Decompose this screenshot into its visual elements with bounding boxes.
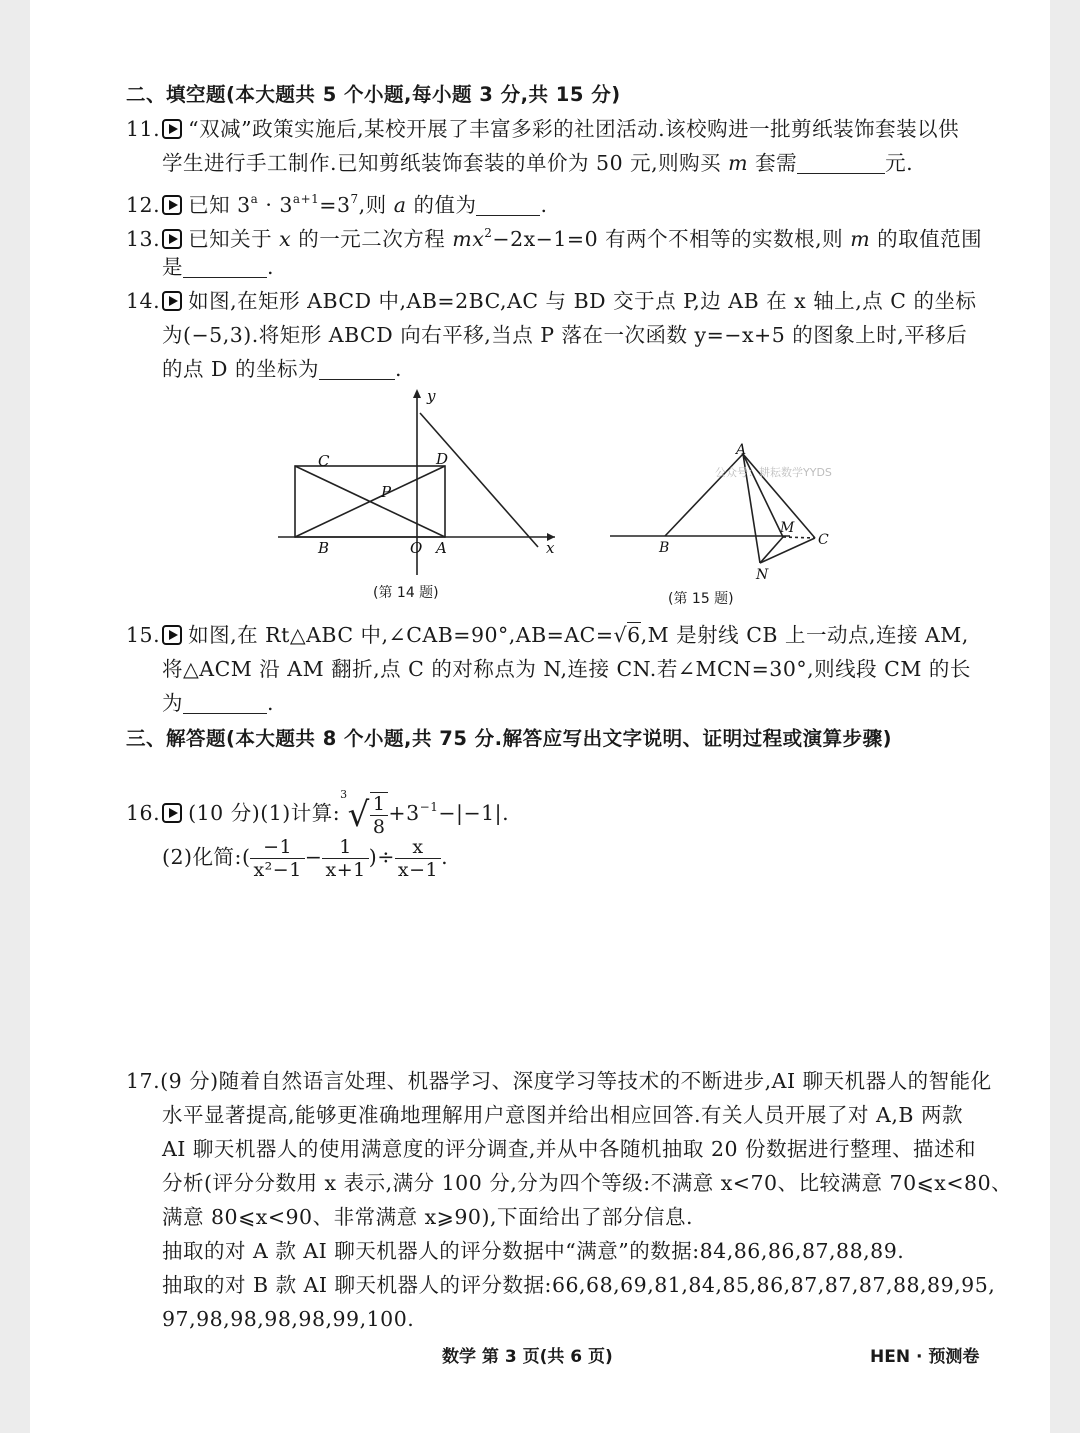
play-video-icon[interactable] xyxy=(162,195,182,215)
label-b: B xyxy=(659,540,670,556)
exponent: a+1 xyxy=(292,192,320,206)
segment-nc xyxy=(760,538,815,563)
answer-blank xyxy=(319,357,395,380)
question-15-line-2: 将△ACM 沿 AM 翻折,点 C 的对称点为 N,连接 CN.若∠MCN=30°,则线段 CM 的长 xyxy=(162,657,971,681)
label-x: x xyxy=(546,539,555,557)
question-text: . xyxy=(540,193,548,217)
operator: )÷ xyxy=(368,845,395,869)
page-footer-right: HEN · 预测卷 xyxy=(870,1347,980,1367)
numerator: −1 xyxy=(250,836,304,859)
math-variable: a xyxy=(393,193,407,217)
question-number: 17. xyxy=(126,1069,161,1093)
fraction-2 xyxy=(322,836,368,881)
label-c: C xyxy=(318,452,330,470)
label-n: N xyxy=(756,567,769,583)
answer-blank xyxy=(183,691,267,714)
exponent: 2 xyxy=(484,226,493,240)
question-text: ,M 是射线 CB 上一动点,连接 AM, xyxy=(640,623,969,647)
question-number: 16. xyxy=(126,801,161,825)
line-y-neg-x-plus-5 xyxy=(420,413,538,547)
numerator: 1 xyxy=(370,793,389,816)
question-15-line-1 xyxy=(126,618,969,652)
label-a: A xyxy=(736,442,747,458)
question-text: 元. xyxy=(885,151,914,175)
question-text: . xyxy=(267,255,275,279)
exponent: 7 xyxy=(350,192,359,206)
question-16-part-1 xyxy=(126,770,509,840)
question-number: 15. xyxy=(126,623,161,647)
label-y: y xyxy=(427,387,436,405)
math-expression: −|−1|. xyxy=(438,801,510,825)
math-variable: x xyxy=(279,227,292,251)
answer-blank xyxy=(797,151,885,174)
question-17-line-1 xyxy=(126,1064,992,1098)
math-expression: . xyxy=(441,845,449,869)
numerator: x xyxy=(395,836,441,859)
operator: − xyxy=(304,845,323,869)
label-d: D xyxy=(436,450,449,468)
question-text: 有两个不相等的实数根,则 xyxy=(598,227,851,251)
sqrt-value: 6 xyxy=(627,623,641,647)
math-expression: −2x−1=0 xyxy=(492,227,599,251)
watermark-text: 公众号：耕耘数学YYDS xyxy=(715,466,832,479)
question-text: (10 分)(1)计算: xyxy=(188,801,341,825)
question-17-line-2: 水平显著提高,能够更准确地理解用户意图并给出相应回答.有关人员开展了对 A,B 两款 xyxy=(162,1103,963,1127)
exam-page xyxy=(30,0,1050,1433)
question-text: 的点 D 的坐标为 xyxy=(162,357,319,381)
label-c: C xyxy=(818,532,829,548)
question-15-line-3 xyxy=(162,686,274,720)
play-video-icon[interactable] xyxy=(162,119,182,139)
question-14-line-1 xyxy=(126,284,977,318)
question-text: (9 分)随着自然语言处理、机器学习、深度学习等技术的不断进步,AI 聊天机器人的智能化 xyxy=(160,1069,992,1093)
question-17-line-3: AI 聊天机器人的使用满意度的评分调查,并从中各随机抽取 20 份数据进行整理、描述和 xyxy=(162,1137,977,1161)
question-14-line-2: 为(−5,3).将矩形 ABCD 向右平移,当点 P 落在一次函数 y=−x+5 的图象上时,平移后 xyxy=(162,323,968,347)
denominator: x+1 xyxy=(325,859,366,881)
play-video-icon[interactable] xyxy=(162,291,182,311)
question-text: (2)化简:( xyxy=(162,845,251,869)
page-footer-center: 数学 第 3 页(共 6 页) xyxy=(442,1347,613,1367)
question-number: 13. xyxy=(126,227,161,251)
question-text: 的取值范围 xyxy=(870,227,983,251)
question-17-line-6: 抽取的对 A 款 AI 聊天机器人的评分数据中“满意”的数据:84,86,86,87,88,89. xyxy=(162,1239,905,1263)
question-13-line-2 xyxy=(162,250,274,284)
label-p: P xyxy=(381,483,392,501)
answer-blank xyxy=(183,255,267,278)
numerator: 1 xyxy=(322,836,368,859)
question-text: 学生进行手工制作.已知剪纸装饰套装的单价为 50 元,则购买 xyxy=(162,151,729,175)
question-text: “双减”政策实施后,某校开展了丰富多彩的社团活动.该校购进一批剪纸装饰套装以供 xyxy=(188,117,960,141)
question-11-line-1 xyxy=(126,112,959,146)
question-text: 已知 3 xyxy=(188,193,251,217)
question-number: 14. xyxy=(126,289,161,313)
question-17-line-5: 满意 80⩽x<90、非常满意 x⩾90),下面给出了部分信息. xyxy=(162,1205,693,1229)
question-17-line-8: 97,98,98,98,98,99,100. xyxy=(162,1307,415,1331)
section-2-title: 二、填空题(本大题共 5 个小题,每小题 3 分,共 15 分) xyxy=(126,83,621,106)
question-text: 已知关于 xyxy=(188,227,280,251)
radical-sign: √ xyxy=(347,795,370,835)
figure-15-diagram xyxy=(605,440,845,585)
root-index: 3 xyxy=(340,788,348,801)
question-text: =3 xyxy=(319,193,351,217)
segment-mc xyxy=(783,537,815,538)
label-m: M xyxy=(780,520,795,536)
question-text: · 3 xyxy=(258,193,293,217)
question-number: 11. xyxy=(126,117,161,141)
label-b: B xyxy=(318,539,330,557)
question-14-line-3 xyxy=(162,352,402,386)
figure-14-diagram xyxy=(260,385,570,585)
question-text: 如图,在矩形 ABCD 中,AB=2BC,AC 与 BD 交于点 P,边 AB 在 x 轴上,点 C 的坐标 xyxy=(188,289,977,313)
fraction-1 xyxy=(250,836,304,881)
denominator: x²−1 xyxy=(253,859,302,881)
label-o: O xyxy=(410,539,423,557)
play-video-icon[interactable] xyxy=(162,625,182,645)
question-text: 为 xyxy=(162,691,183,715)
section-3-title: 三、解答题(本大题共 8 个小题,共 75 分.解答应写出文字说明、证明过程或演算步骤) xyxy=(126,727,892,750)
exponent: −1 xyxy=(419,800,439,814)
y-axis-arrow xyxy=(413,389,421,398)
question-text: 如图,在 Rt△ABC 中,∠CAB=90°,AB=AC= xyxy=(188,623,614,647)
question-text: . xyxy=(394,357,402,381)
question-17-line-7: 抽取的对 B 款 AI 聊天机器人的评分数据:66,68,69,81,84,85,86,87,87,87,88,89,95, xyxy=(162,1273,996,1297)
label-a: A xyxy=(436,539,447,557)
question-text: 的值为 xyxy=(406,193,477,217)
question-text: . xyxy=(267,691,275,715)
figure-15-caption: (第 15 题) xyxy=(668,591,734,607)
question-16-part-2 xyxy=(162,832,448,882)
sqrt-symbol: √ xyxy=(613,623,628,647)
question-text: 套需 xyxy=(748,151,798,175)
question-number: 12. xyxy=(126,193,161,217)
math-expression: mx xyxy=(452,227,485,251)
exponent: a xyxy=(250,192,259,206)
play-video-icon[interactable] xyxy=(162,229,182,249)
question-text: ,则 xyxy=(358,193,394,217)
math-expression: +3 xyxy=(388,801,420,825)
math-variable: m xyxy=(728,151,749,175)
denominator: 8 xyxy=(372,815,386,838)
figure-14-caption: (第 14 题) xyxy=(373,585,439,601)
question-text: 的一元二次方程 xyxy=(291,227,453,251)
segment-nm xyxy=(760,537,783,563)
play-video-icon[interactable] xyxy=(162,803,182,823)
answer-blank xyxy=(476,193,540,216)
question-17-line-4: 分析(评分分数用 x 表示,满分 100 分,分为四个等级:不满意 x<70、比较满意 70⩽x<80、 xyxy=(162,1171,1013,1195)
math-variable: m xyxy=(850,227,871,251)
fraction-3 xyxy=(395,836,441,881)
fraction-one-eighth xyxy=(370,792,389,838)
question-11-line-2 xyxy=(162,146,913,180)
denominator: x−1 xyxy=(397,859,439,881)
question-text: 是 xyxy=(162,255,183,279)
